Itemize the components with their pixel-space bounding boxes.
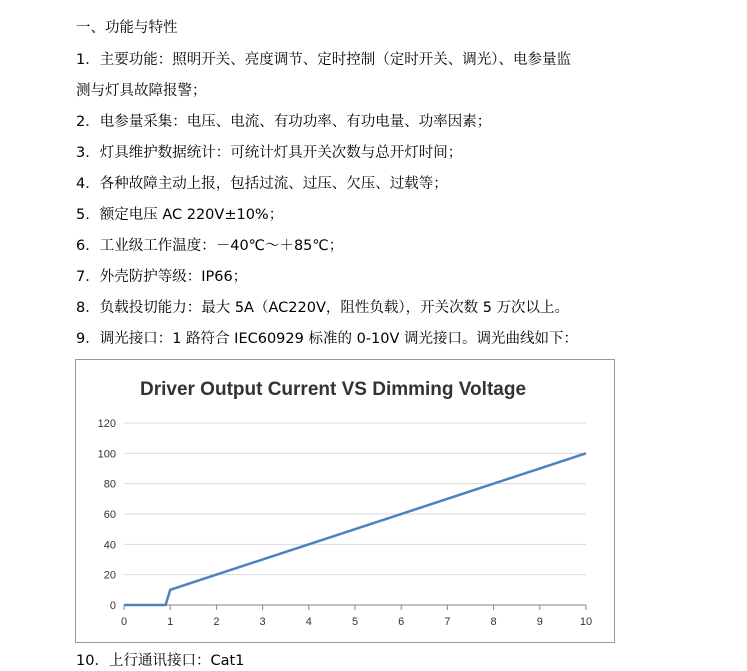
y-tick-label-0: 0 (109, 600, 116, 612)
dimming-chart (75, 359, 615, 643)
y-tick-label-60: 60 (103, 509, 116, 521)
x-tick-label-8: 8 (490, 616, 497, 628)
series-line-0 (124, 453, 586, 605)
x-tick-label-5: 5 (351, 616, 359, 628)
x-tick-label-4: 4 (305, 616, 312, 628)
feature-item-1-cont: 测与灯具故障报警； (76, 83, 207, 99)
x-tick-label-3: 3 (259, 616, 266, 628)
chart-title: Driver Output Current VS Dimming Voltage (139, 379, 527, 400)
feature-item-4: 4．各种故障主动上报，包括过流、过压、欠压、过载等； (76, 176, 448, 192)
x-tick-label-7: 7 (444, 616, 451, 628)
x-tick-label-6: 6 (398, 616, 405, 628)
x-tick-label-9: 9 (536, 616, 543, 628)
feature-item-8: 8．负载投切能力：最大 5A（AC220V，阻性负载），开关次数 5 万次以上。 (76, 300, 570, 316)
feature-item-1: 1．主要功能：照明开关、亮度调节、定时控制（定时开关、调光）、电参量监 (76, 52, 571, 68)
feature-item-6: 6．工业级工作温度：－40℃～＋85℃； (76, 238, 344, 254)
feature-item-9: 9．调光接口：1 路符合 IEC60929 标准的 0-10V 调光接口。调光曲线如下： (76, 331, 579, 347)
y-tick-label-120: 120 (97, 418, 116, 430)
x-tick-label-2: 2 (213, 616, 220, 628)
feature-item-5: 5．额定电压 AC 220V±10%； (76, 207, 284, 223)
dimming-chart-svg (76, 360, 614, 642)
feature-item-2: 2．电参量采集：电压、电流、有功功率、有功电量、功率因素； (76, 114, 492, 130)
y-tick-label-80: 80 (103, 478, 116, 491)
x-tick-label-10: 10 (579, 616, 593, 628)
feature-item-7: 7．外壳防护等级：IP66； (76, 269, 248, 285)
feature-item-10: 10．上行通讯接口：Cat1 (76, 653, 245, 669)
section-heading: 一、功能与特性 (76, 20, 178, 36)
y-tick-label-40: 40 (103, 539, 116, 552)
feature-item-3: 3．灯具维护数据统计：可统计灯具开关次数与总开灯时间； (76, 145, 463, 161)
y-tick-label-100: 100 (97, 448, 116, 461)
y-tick-label-20: 20 (103, 569, 116, 582)
x-tick-label-0: 0 (120, 616, 128, 628)
x-tick-label-1: 1 (167, 616, 174, 628)
